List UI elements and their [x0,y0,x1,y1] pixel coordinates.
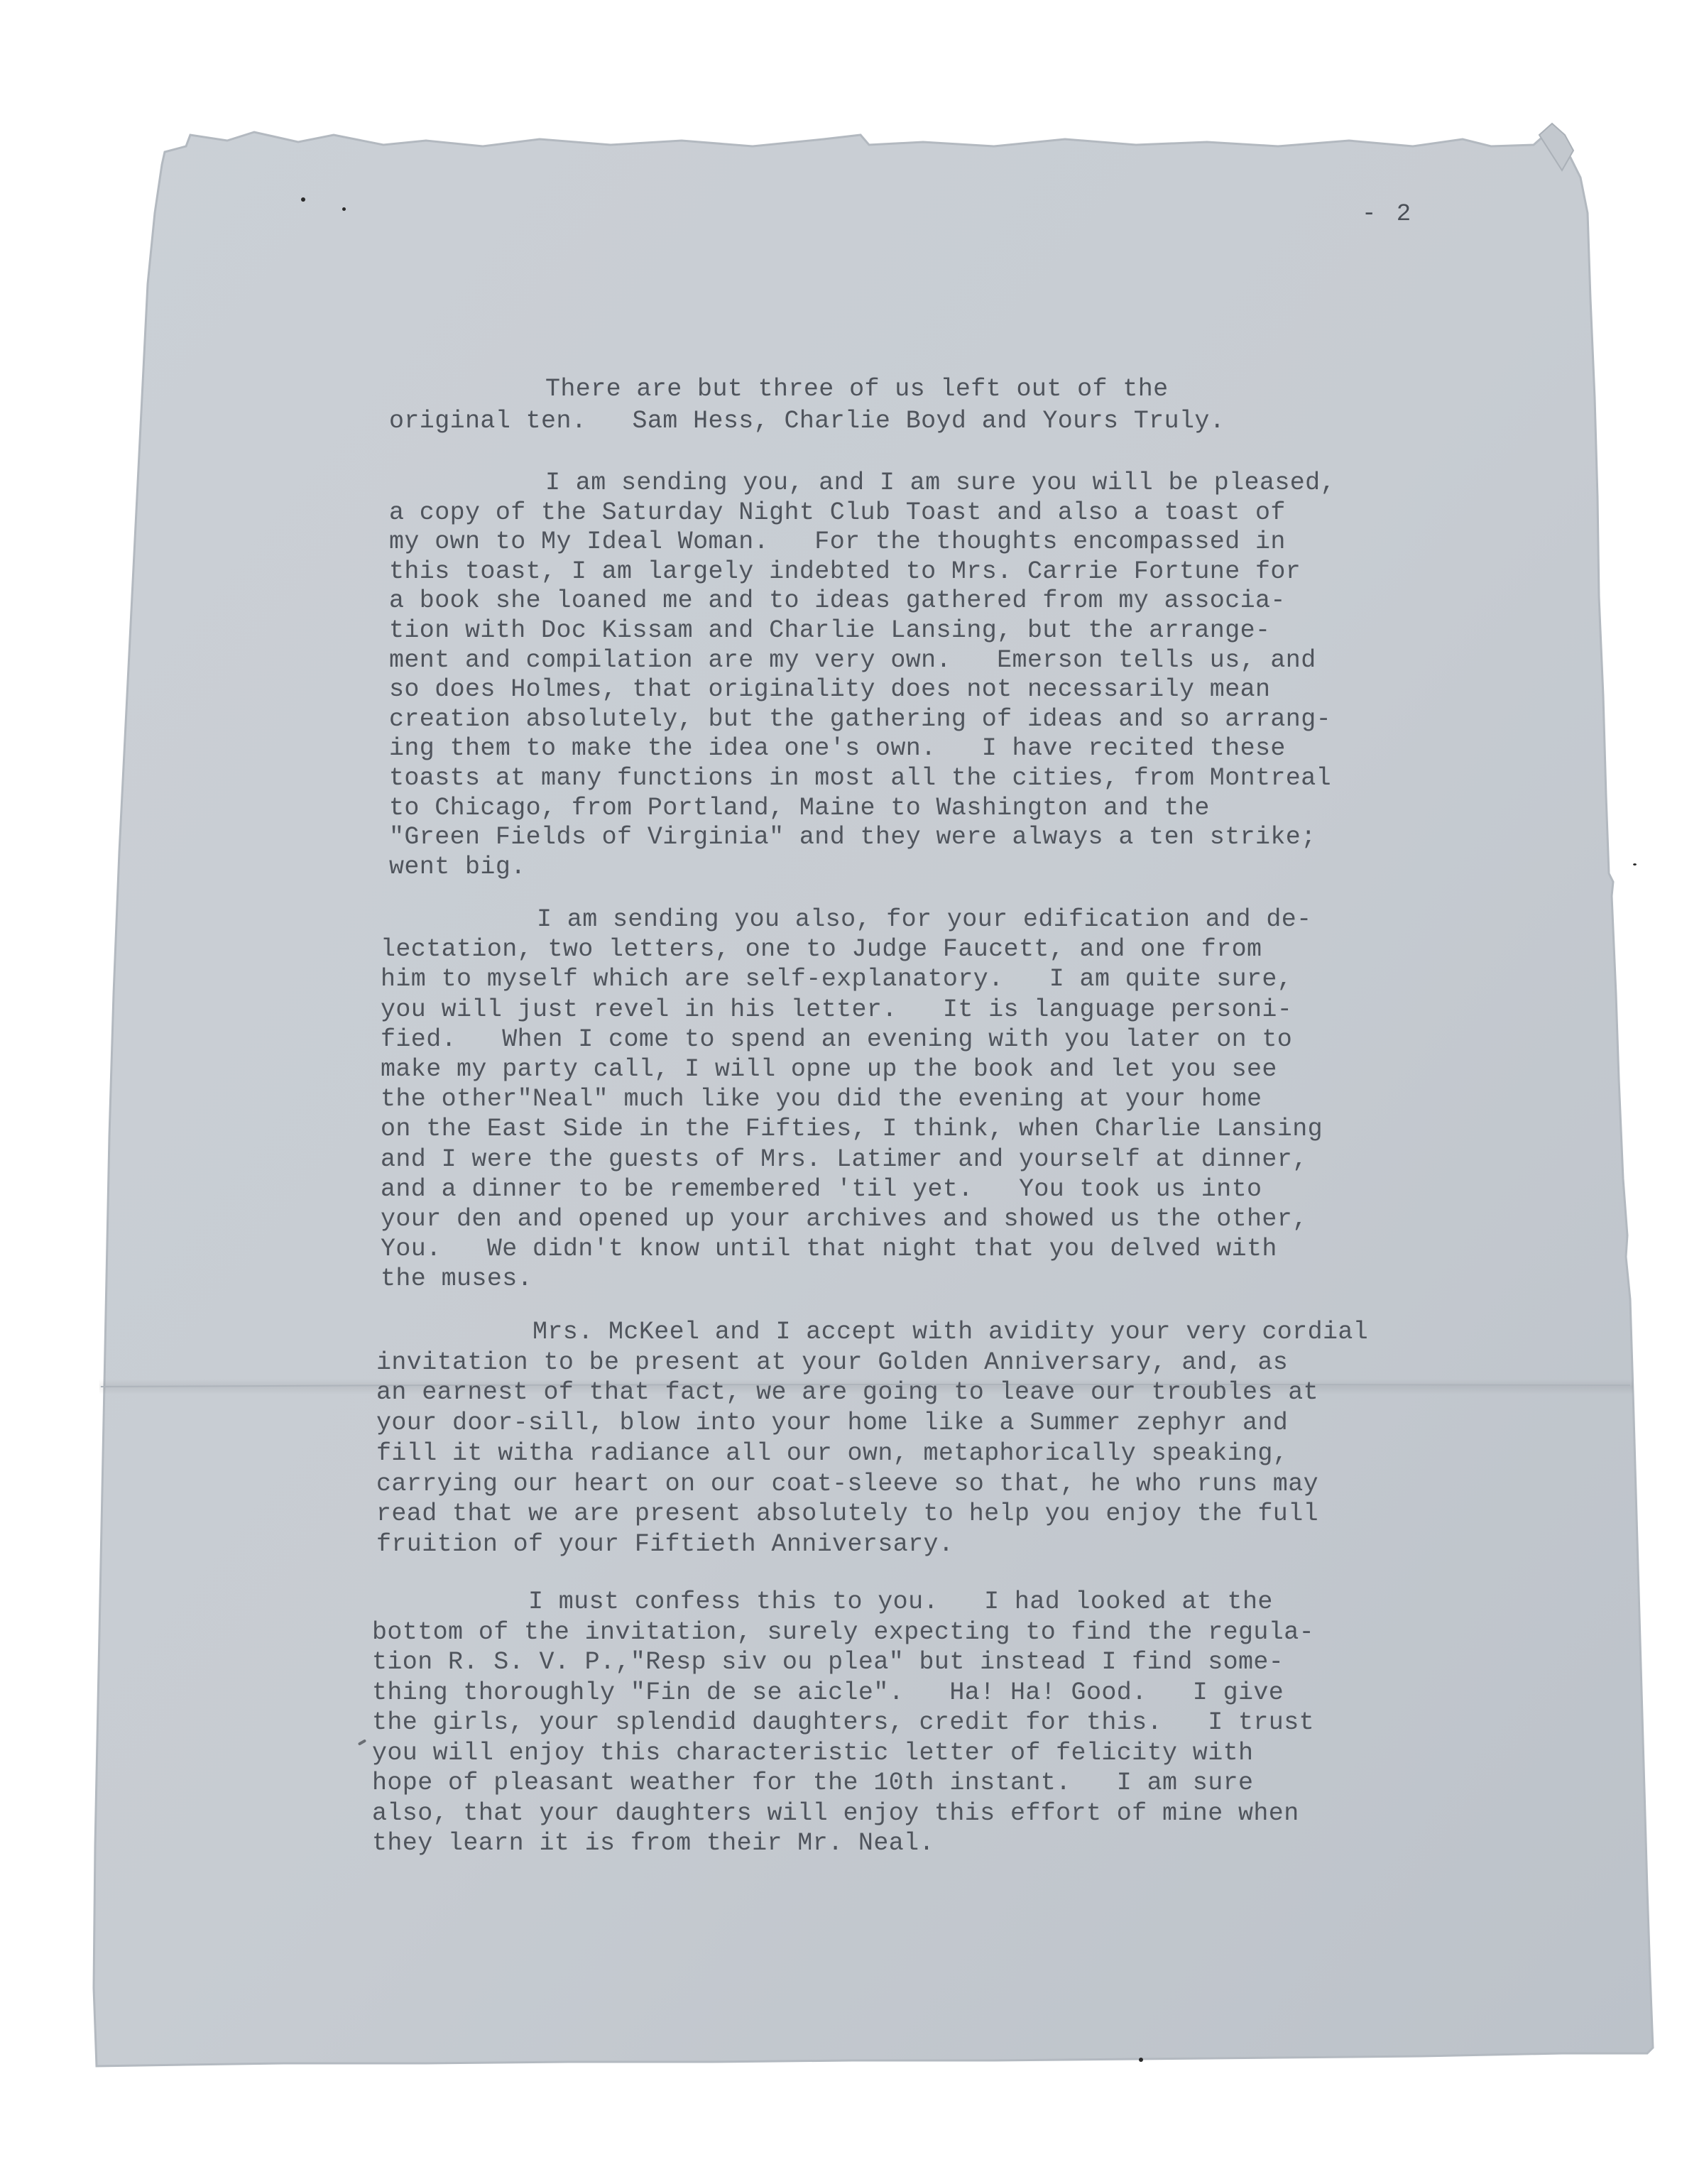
text-line: ment and compilation are my very own. Emerson tells us, and [389,645,1316,675]
text-line: creation absolutely, but the gathering of ideas and so arrang- [389,704,1332,733]
page-number: - 2 [1362,201,1414,228]
ink-speck [342,207,346,211]
ink-speck [301,197,305,202]
text-line: make my party call, I will opne up the book and let you see [381,1055,1277,1084]
text-line: carrying our heart on our coat-sleeve so that, he who runs may [376,1469,1319,1498]
text-line: him to myself which are self-explanatory. I am quite sure, [381,965,1293,994]
text-line: your den and opened up your archives and showed us the other, [381,1205,1308,1234]
text-line: "Green Fields of Virginia" and they were always a ten strike; [389,823,1316,852]
text-line: read that we are present absolutely to help you enjoy the full [376,1500,1319,1529]
text-line: bottom of the invitation, surely expecting to find the regula- [372,1617,1315,1647]
text-line: the other"Neal" much like you did the evening at your home [381,1085,1262,1114]
paragraph-2 [389,469,1336,882]
text-line: they learn it is from their Mr. Neal. [372,1829,934,1857]
text-line: You. We didn't know until that night that you delved with [381,1235,1277,1264]
text-line: toasts at many functions in most all the cities, from Montreal [389,763,1332,792]
text-line: I must confess this to you. I had looked at the [528,1588,1273,1616]
text-line: your door-sill, blow into your home like a Summer zephyr and [376,1409,1289,1438]
ink-speck [1139,2058,1143,2062]
text-line: so does Holmes, that originality does not necessarily mean [389,675,1271,704]
text-line: on the East Side in the Fifties, I think, when Charlie Lansing [381,1115,1323,1144]
text-line: tion with Doc Kissam and Charlie Lansing, but the arrange- [389,616,1271,645]
text-line: the muses. [381,1265,533,1294]
text-line: fruition of your Fiftieth Anniversary. [376,1529,954,1558]
text-line: lectation, two letters, one to Judge Faucett, and one from [381,935,1262,964]
text-line: I am sending you, and I am sure you will be pleased, [545,469,1336,497]
text-line: invitation to be present at your Golden Anniversary, and, as [376,1348,1289,1377]
text-line: a book she loaned me and to ideas gathered from my associa- [389,586,1286,616]
text-line: this toast, I am largely indebted to Mrs. Carrie Fortune for [389,557,1301,586]
text-line: There are but three of us left out of the [545,375,1169,403]
text-line: also, that your daughters will enjoy this effort of mine when [372,1798,1299,1828]
text-line: a copy of the Saturday Night Club Toast and also a toast of [389,498,1286,527]
text-line: I am sending you also, for your edification and de- [537,905,1312,934]
paragraph-1 [389,373,1225,437]
paragraph-5 [372,1587,1314,1859]
paragraph-4 [376,1317,1368,1560]
text-line: original ten. Sam Hess, Charlie Boyd and Yours Truly. [389,407,1225,435]
text-line: ing them to make the idea one's own. I have recited these [389,734,1286,763]
text-line: and I were the guests of Mrs. Latimer and yourself at dinner, [381,1145,1308,1174]
text-line: hope of pleasant weather for the 10th instant. I am sure [372,1769,1254,1797]
text-line: fied. When I come to spend an evening with you later on to [381,1025,1293,1054]
text-line: an earnest of that fact, we are going to leave our troubles at [376,1378,1319,1407]
text-line: and a dinner to be remembered 'til yet. You took us into [381,1174,1262,1203]
text-line: tion R. S. V. P.,"Resp siv ou plea" but instead I find some- [372,1648,1284,1676]
text-line: my own to My Ideal Woman. For the thoughts encompassed in [389,528,1286,557]
text-line: you will just revel in his letter. It is language personi- [381,995,1293,1024]
text-line: you will enjoy this characteristic letter of felicity with [372,1738,1254,1767]
text-line: the girls, your splendid daughters, credit for this. I trust [372,1708,1315,1737]
text-line: to Chicago, from Portland, Maine to Washington and the [389,793,1210,822]
text-line: thing thoroughly "Fin de se aicle". Ha! Ha! Good. I give [372,1678,1284,1707]
text-line: fill it witha radiance all our own, metaphorically speaking, [376,1438,1289,1468]
paragraph-3 [381,905,1323,1294]
ink-speck [1633,863,1637,866]
text-line: Mrs. McKeel and I accept with avidity your very cordial [532,1318,1369,1346]
text-line: went big. [389,852,526,881]
